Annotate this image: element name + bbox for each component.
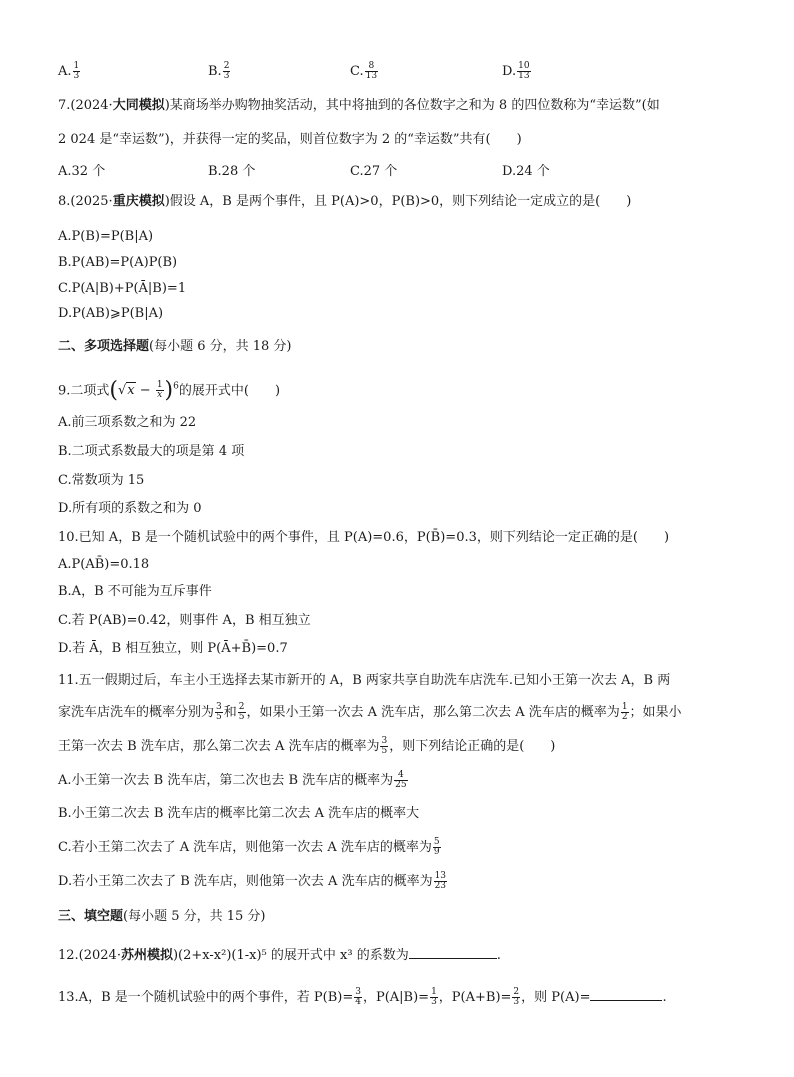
q8-option-a: A.P(B)=P(B|A) — [58, 229, 154, 244]
q9-option-d: D.所有项的系数之和为 0 — [58, 501, 202, 516]
q9-stem: 9.二项式(√x − $\frac{1}{x}$ )$^6$的展开式中( ) — [58, 378, 281, 404]
q7-option-d: D.24 个 — [502, 164, 550, 179]
section3-header: 三、填空题(每小题 5 分，共 15 分) — [58, 909, 266, 924]
q7-option-a: A.32 个 — [58, 164, 106, 179]
q10-option-d: D.若 Ā，B 相互独立，则 P(Ā+B̄)=0.7 — [58, 641, 288, 656]
q11-option-c: C.若小王第二次去了 A 洗车店，则他第一次去 A 洗车店的概率为 $\frac{5}{9}$ — [58, 837, 440, 857]
q6-option-a: A. $\frac{1}{3}$ — [58, 61, 80, 81]
q10-stem: 10.已知 A，B 是一个随机试验中的两个事件，且 P(A)=0.6，P(B̄)=0.3，则下列结论一定正确的是( ) — [58, 530, 670, 545]
q7-source: 大同模拟 — [112, 98, 165, 113]
q12-source: 苏州模拟 — [120, 948, 173, 963]
binomial-expression: (√x − $\frac{1}{x}$ )$^6$ — [109, 378, 179, 404]
q10-option-c: C.若 P(AB)=0.42，则事件 A，B 相互独立 — [58, 613, 311, 628]
q8-option-c: C.P(A|B)+P(Ā|B)=1 — [58, 281, 187, 296]
q7-stem-line2: 2 024 是“幸运数”)，并获得一定的奖品，则首位数字为 2 的“幸运数”共有( ) — [58, 132, 522, 147]
q8-stem: 8.(2025·重庆模拟)假设 A，B 是两个事件，且 P(A)>0，P(B)>0，则下列结论一定成立的是( ) — [58, 194, 632, 209]
q9-option-a: A.前三项系数之和为 22 — [58, 415, 197, 430]
q12-answer-blank[interactable] — [409, 946, 497, 959]
q8-option-d: D.P(AB)⩾P(B|A) — [58, 306, 164, 321]
q11-stem-line3: 王第一次去 B 洗车店，那么第二次去 A 洗车店的概率为 $\frac{3}{5}$ ，则下列结论正确的是( ) — [58, 736, 556, 756]
q11-option-d: D.若小王第二次去了 B 洗车店，则他第一次去 A 洗车店的概率为 $\frac{13}{23}$ — [58, 871, 447, 891]
q6-option-b: B. $\frac{2}{3}$ — [208, 61, 230, 81]
q11-option-b: B.小王第二次去 B 洗车店的概率比第二次去 A 洗车店的概率大 — [58, 806, 420, 821]
section2-header: 二、多项选择题(每小题 6 分，共 18 分) — [58, 339, 292, 354]
q9-option-c: C.常数项为 15 — [58, 473, 145, 488]
q7-option-c: C.27 个 — [350, 164, 398, 179]
q11-option-a: A.小王第一次去 B 洗车店，第二次也去 B 洗车店的概率为 $\frac{4}{25}$ — [58, 770, 407, 790]
q13-answer-blank[interactable] — [590, 988, 662, 1001]
q11-stem-line2: 家洗车店洗车的概率分别为 $\frac{3}{5}$ 和 $\frac{2}{5}$ ，如果小王第一次去 A 洗车店，那么第二次去 A 洗车店的概率为 $\frac{1}{2}$ ；如果小 — [58, 702, 682, 722]
q7-stem-line1: 7.(2024·大同模拟)某商场举办购物抽奖活动，其中将抽到的各位数字之和为 8 的四位数称为“幸运数”(如 — [58, 98, 660, 113]
q6-option-d: D. $\frac{10}{13}$ — [502, 61, 530, 81]
q10-option-a: A.P(AB̄)=0.18 — [58, 557, 150, 572]
q7-options — [58, 160, 738, 180]
q11-stem-line1: 11.五一假期过后，车主小王选择去某市新开的 A，B 两家共享自助洗车店洗车.已知小王第一次去 A，B 两 — [58, 673, 671, 688]
q8-option-b: B.P(AB)=P(A)P(B) — [58, 255, 178, 270]
q8-source: 重庆模拟 — [112, 194, 165, 209]
q13-stem: 13.A，B 是一个随机试验中的两个事件，若 P(B)= $\frac{3}{4}$ ，P(A|B)= $\frac{1}{3}$ ，P(A+B)= $\frac{2}{3}$ ，则 P(A)= . — [58, 987, 667, 1007]
q6-option-c: C. $\frac{8}{13}$ — [350, 61, 378, 81]
q7-option-b: B.28 个 — [208, 164, 256, 179]
q9-option-b: B.二项式系数最大的项是第 4 项 — [58, 444, 245, 459]
q12-stem: 12.(2024·苏州模拟)(2+x-x²)(1-x)⁵ 的展开式中 x³ 的系数为 . — [58, 948, 501, 963]
q10-option-b: B.A，B 不可能为互斥事件 — [58, 584, 212, 599]
q6-options — [58, 62, 738, 82]
